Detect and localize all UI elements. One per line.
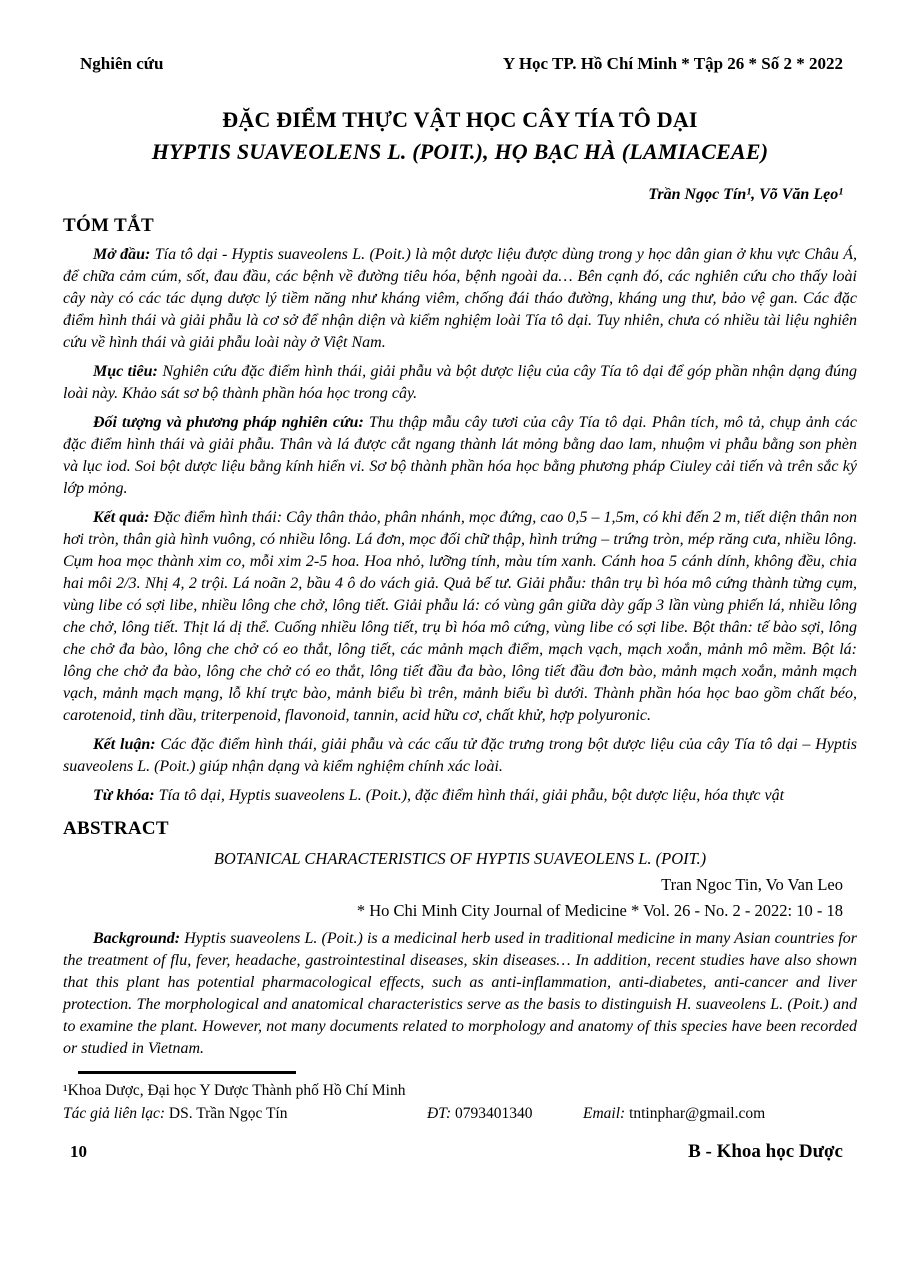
authors-en: Tran Ngoc Tin, Vo Van Leo (661, 875, 843, 894)
tomtat-heading: TÓM TẮT (63, 215, 154, 236)
article-title-vi-line2: HYPTIS SUAVEOLENS L. (POIT.), HỌ BẠC HÀ (LAMIACEAE) (151, 139, 769, 164)
paragraph-text: Hyptis suaveolens L. (Poit.) is a medicinal herb used in traditional medicine in many Asian countries for the treatment of flu, fever, headache, gastrointestinal diseases, skin diseases… In addition, recent studies have also shown that this plant has potential pharmacological effects, such as anti-inflammation, anti-diabetes, anti-cancer and liver protection. The morphological and anatomical characteristics serve as the basis to distinguish H. suaveolens L. (Poit.) and to examine the plant. However, not many documents related to morphology and anatomy of this species have been recorded or studied in Vietnam. (63, 930, 857, 1057)
paragraph-ket-qua (63, 507, 857, 727)
contact-phone-label: ĐT: (427, 1105, 452, 1122)
paragraph-text: Các đặc điểm hình thái, giải phẫu và các cấu tử đặc trưng trong bột dược liệu của cây Tía tô dại – Hyptis suaveolens L. (Poit.) giúp nhận dạng và kiểm nghiệm chính xác loài. (63, 736, 857, 775)
abstract-heading: ABSTRACT (63, 818, 169, 839)
footnote-divider (78, 1071, 296, 1074)
paragraph-lead-label: Kết luận: (93, 736, 156, 753)
contact-footnote (63, 1104, 857, 1124)
page-footer (63, 1141, 857, 1163)
article-title-vi-line1: ĐẶC ĐIỂM THỰC VẬT HỌC CÂY TÍA TÔ DẠI (222, 107, 698, 132)
paragraph-text: Tía tô dại - Hyptis suaveolens L. (Poit.) là một dược liệu được dùng trong y học dân gian ở khu vực Châu Á, để chữa cảm cúm, sốt, đau đầu, các bệnh về đường tiêu hóa, bệnh ngoài da… Bên cạnh đó, các nghiên cứu cho thấy loài cây này có các tác dụng dược lý tiềm năng như kháng viêm, chống đái tháo đường, kháng ung thư, bảo vệ gan. Các đặc điểm hình thái và giải phẫu là cơ sở để nhận diện và kiểm nghiệm loài Tía tô dại. Tuy nhiên, chưa có nhiều tài liệu nghiên cứu về hình thái và giải phẫu loài này ở Việt Nam. (63, 246, 858, 351)
contact-author-value: DS. Trần Ngọc Tín (168, 1105, 288, 1122)
paragraph-lead-label: Từ khóa: (93, 787, 155, 804)
paragraph-lead-label: Đối tượng và phương pháp nghiên cứu: (93, 414, 364, 431)
paragraph-mo-dau (63, 244, 857, 354)
contact-author-label: Tác giả liên lạc: (63, 1105, 166, 1122)
contact-phone (427, 1104, 583, 1124)
paragraph-lead-label: Background: (93, 930, 181, 947)
contact-email (583, 1104, 857, 1124)
contact-email-label: Email: (583, 1105, 626, 1122)
contact-phone-value: 0793401340 (455, 1105, 533, 1122)
page-number: 10 (70, 1142, 87, 1161)
authors-line: Trần Ngọc Tín¹, Võ Văn Lẹo¹ (648, 186, 843, 203)
paragraph-text: Nghiên cứu đặc điểm hình thái, giải phẫu và bột dược liệu của cây Tía tô dại để góp phần nhận dạng đúng loài này. Khảo sát sơ bộ thành phần hóa học trong cây. (63, 363, 858, 402)
paragraph-text: Đặc điểm hình thái: Cây thân thảo, phân nhánh, mọc đứng, cao 0,5 – 1,5m, có khi đến 2 m, tiết diện thân non hơi tròn, thân già hình vuông, có nhiều lông. Lá đơn, mọc đối chữ thập, hình trứng – trứng tròn, mép răng cưa, nhiều lông. Cụm hoa mọc thành xim co, mỗi xim 2-5 hoa. Hoa nhỏ, lưỡng tính, màu tím xanh. Cánh hoa 5 cánh dính, không đều, chia hai môi 2/3. Nhị 4, 2 trội. Lá noãn 2, bầu 4 ô do vách giả. Quả bế tư. Giải phẫu: thân trụ bì hóa mô cứng thành từng cụm, vùng libe có sợi libe, nhiều lông che chở, lông tiết. Giải phẫu lá: có vùng gân giữa dày gấp 3 lần vùng phiến lá, nhiều lông che chở, lông tiết. Thịt lá dị thể. Cuống nhiều lông tiết, trụ bì hóa mô cứng, vùng libe có sợi libe. Bột thân: tế bào sợi, lông che chở đa bào, lông che chở có eo thắt, lông tiết, các mảnh mạch điểm, mạch vạch, mạch xoắn, mảnh mô mềm. Bột lá: lông che chở đa bào, lông che chở có eo thắt, lông tiết đầu đa bào, lông tiết đầu đơn bào, mảnh mạch xoắn, mảnh mạch vạch, mảnh mạch mạng, lỗ khí trực bào, mảnh biểu bì trên, mảnh biểu bì dưới. Thành phần hóa học bao gồm chất béo, carotenoid, tinh dầu, triterpenoid, flavonoid, tannin, acid hữu cơ, chất khử, hợp polyuronic. (63, 509, 858, 724)
contact-email-value: tntinphar@gmail.com (629, 1105, 766, 1122)
paragraph-ket-luan (63, 734, 857, 778)
paragraph-lead-label: Mục tiêu: (93, 363, 158, 380)
paragraph-lead-label: Kết quả: (93, 509, 150, 526)
journal-citation-line: * Ho Chi Minh City Journal of Medicine * Vol. 26 - No. 2 - 2022: 10 - 18 (356, 901, 843, 920)
paragraph-background (63, 928, 857, 1060)
header-section-label: Nghiên cứu (80, 54, 164, 73)
paragraph-tu-khoa (63, 785, 857, 807)
paragraph-text: Thu thập mẫu cây tươi của cây Tía tô dại. Phân tích, mô tả, chụp ảnh các đặc điểm hình thái và giải phẫu. Thân và lá được cắt ngang thành lát mỏng bằng dao lam, nhuộm vi phẫu bằng son phèn và lục iod. Soi bột dược liệu bằng kính hiển vi. Sơ bộ thành phần hóa học bằng phương pháp Ciuley cải tiến và trên sắc ký lớp mỏng. (63, 414, 858, 497)
affiliation-footnote: ¹Khoa Dược, Đại học Y Dược Thành phố Hồ Chí Minh (63, 1082, 406, 1099)
footer-section-label: B - Khoa học Dược (688, 1141, 843, 1162)
contact-author (63, 1104, 427, 1124)
paragraph-lead-label: Mở đầu: (93, 246, 151, 263)
paragraph-muc-tieu (63, 361, 857, 405)
article-title-en: BOTANICAL CHARACTERISTICS OF HYPTIS SUAVEOLENS L. (POIT.) (213, 849, 707, 868)
page-header (63, 54, 857, 74)
paragraph-text: Tía tô dại, Hyptis suaveolens L. (Poit.), đặc điểm hình thái, giải phẫu, bột dược liệu, hóa thực vật (158, 787, 785, 804)
header-journal-info: Y Học TP. Hồ Chí Minh * Tập 26 * Số 2 * 2022 (502, 54, 843, 73)
paragraph-doi-tuong (63, 412, 857, 500)
